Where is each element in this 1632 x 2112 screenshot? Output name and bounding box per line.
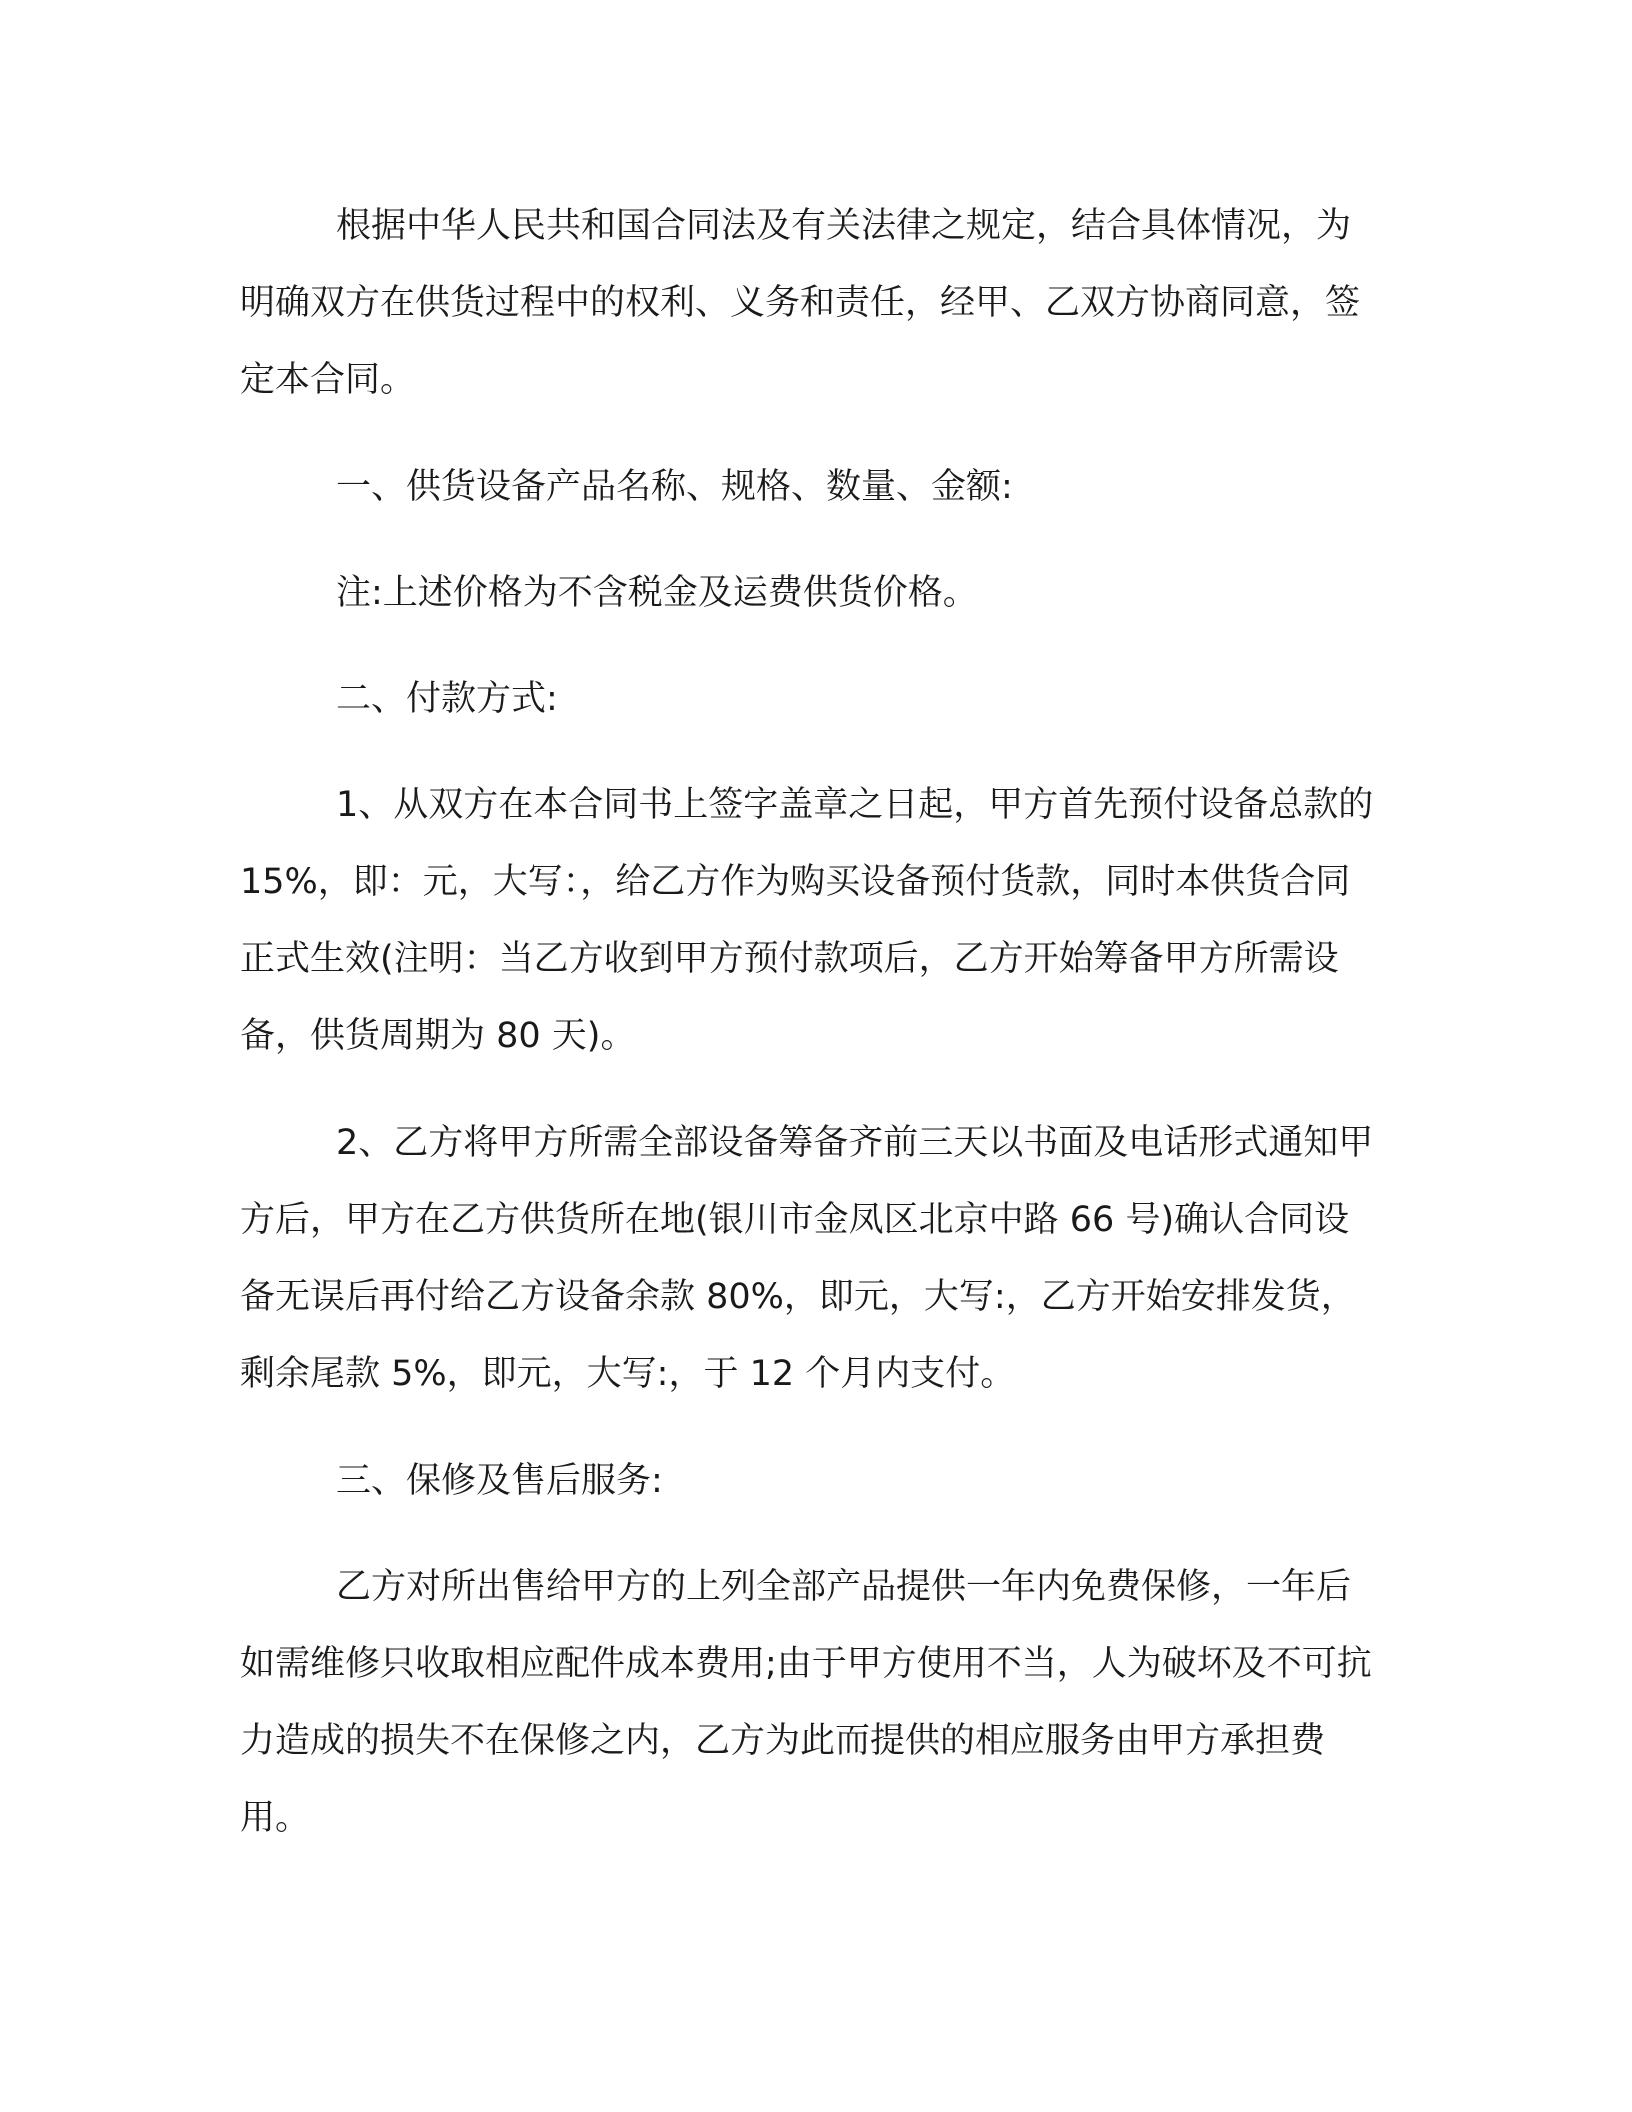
warranty-paragraph: 乙方对所出售给甲方的上列全部产品提供一年内免费保修，一年后如需维修只收取相应配件成本费用;由于甲方使用不当，人为破坏及不可抗力造成的损失不在保修之内，乙方为此而提供的相应服务由甲方承担费用。 — [240, 1567, 1372, 1838]
section-heading-2: 二、付款方式: — [336, 679, 558, 719]
section-heading-1: 一、供货设备产品名称、规格、数量、金额: — [336, 467, 1013, 507]
price-note: 注:上述价格为不含税金及运费供货价格。 — [336, 573, 978, 613]
intro-paragraph: 根据中华人民共和国合同法及有关法律之规定，结合具体情况，为明确双方在供货过程中的权利、义务和责任，经甲、乙双方协商同意，签定本合同。 — [240, 206, 1361, 400]
section-heading-3: 三、保修及售后服务: — [336, 1461, 663, 1501]
payment-clause-1: 1、从双方在本合同书上签字盖章之日起，甲方首先预付设备总款的 15%，即：元，大写：，给乙方作为购买设备预付货款，同时本供货合同正式生效(注明：当乙方收到甲方预付款项后，乙方开始筹备甲方所需设备，供货周期为 80 天)。 — [240, 785, 1374, 1056]
document-body — [240, 188, 1380, 1887]
payment-clause-2: 2、乙方将甲方所需全部设备筹备齐前三天以书面及电话形式通知甲方后，甲方在乙方供货所在地(银川市金凤区北京中路 66 号)确认合同设备无误后再付给乙方设备余款 80%，即元，大写:，乙方开始安排发货，剩余尾款 5%，即元，大写:，于 12 个月内支付。 — [240, 1123, 1374, 1394]
